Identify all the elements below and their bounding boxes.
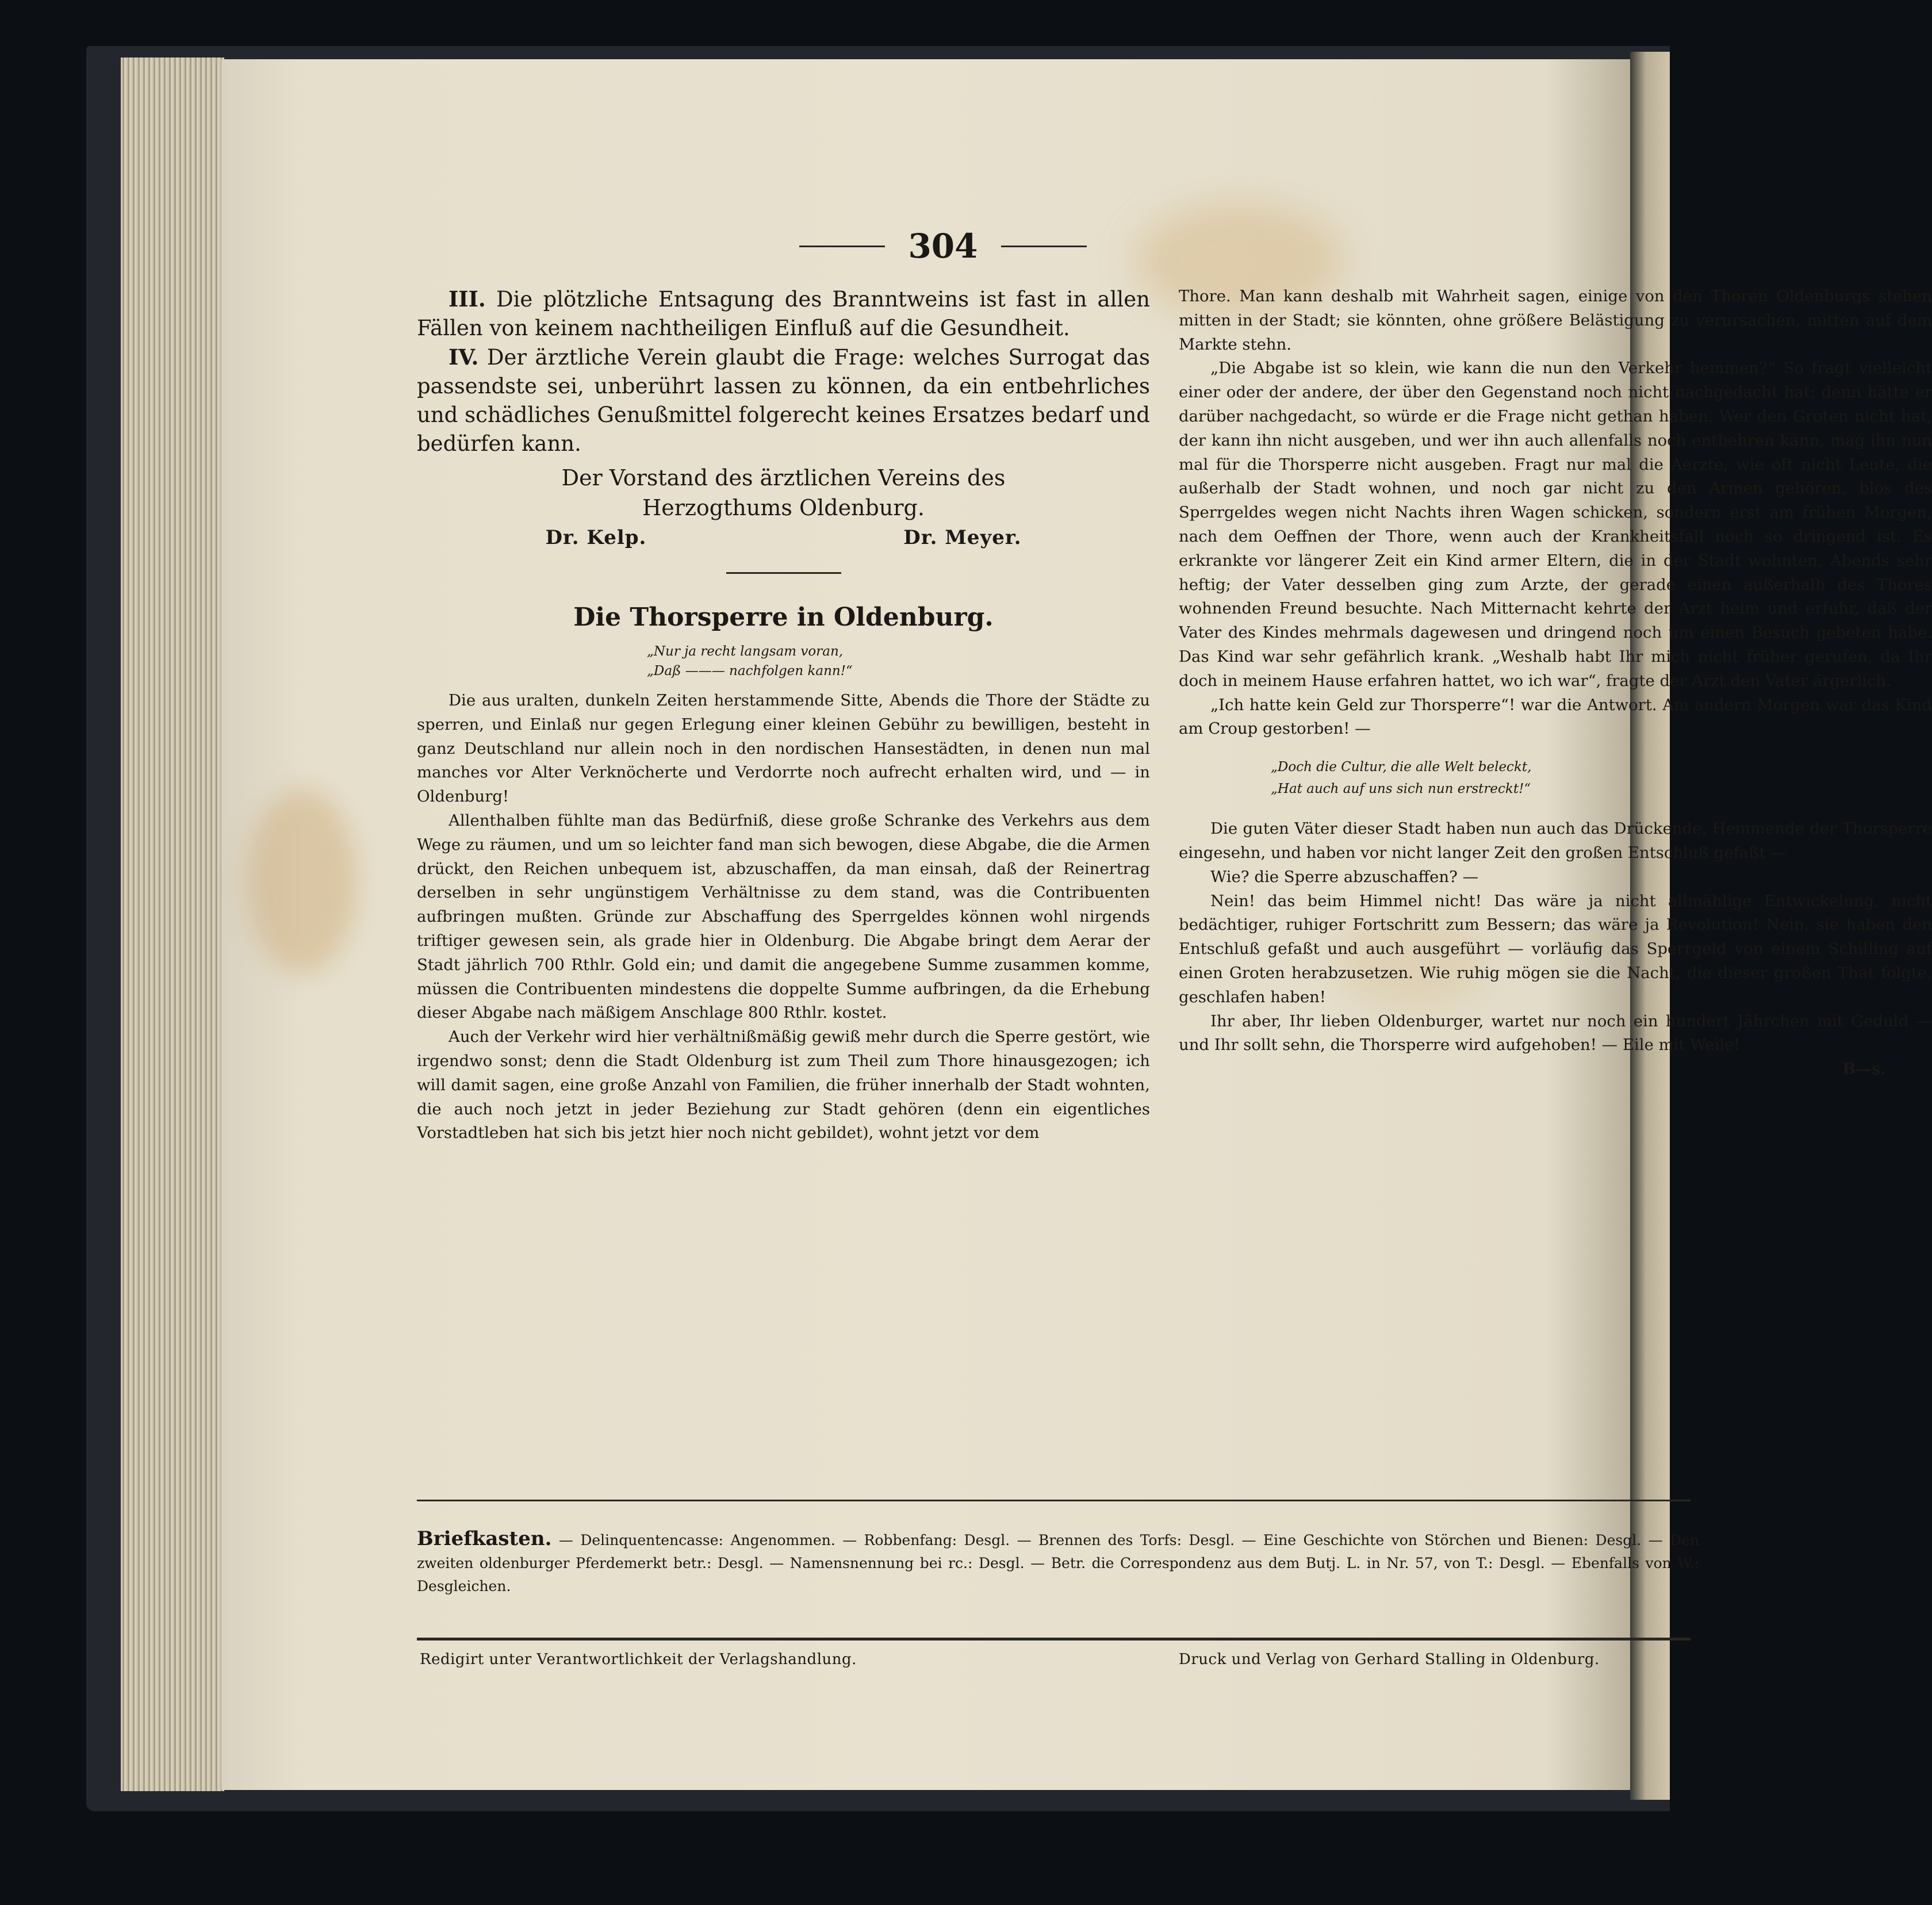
verse-line-1: „Doch die Cultur, die alle Welt beleckt, bbox=[1271, 760, 1532, 775]
author-signature: B—s. bbox=[1842, 1060, 1886, 1079]
left-column bbox=[417, 285, 1150, 1145]
imprint-publisher: Druck und Verlag von Gerhard Stalling in Oldenburg. bbox=[1179, 1651, 1600, 1668]
verse-line-2: „Hat auch auf uns sich nun erstreckt!“ bbox=[1271, 781, 1531, 797]
motto-line-1: „Nur ja recht langsam voran, bbox=[647, 644, 844, 659]
resolution-text: Die plötzliche Entsagung des Branntweins ist fast in allen Fällen von keinem nachtheiligen Einfluß auf die Gesundheit. bbox=[417, 287, 1150, 340]
article-paragraph-9: Nein! das beim Himmel nicht! Das wäre ja nicht allmählige Entwickelung, nicht bedächtiger, ruhiger Fortschritt zum Bessern; das wäre ja Revolution! Nein, sie haben den Entschluß gefaßt und auch ausgeführt — vorläufig das Sperrgeld von einem Schilling auf einen Groten herabzusetzen. Wie ruhig mögen sie die Nacht, die dieser großen That folgte, geschlafen haben! bbox=[1179, 891, 1932, 1006]
signature-kelp: Dr. Kelp. bbox=[545, 526, 647, 549]
motto-line-2: „Daß ——— nachfolgen kann!“ bbox=[647, 664, 853, 679]
paper-stain bbox=[247, 789, 356, 973]
article-paragraph-3: Auch der Verkehr wird hier verhältnißmäßig gewiß mehr durch die Sperre gestört, wie irgendwo sonst; denn die Stadt Oldenburg ist zum Theil zum Thore hinausgezogen; ich will damit sagen, eine große Anzahl von Familien, die früher innerhalb der Stadt wohnten, die auch noch jetzt in jeder Beziehung zur Stadt gehören (denn ein eigentliches Vorstadtleben hat sich bis jetzt hier noch nicht gebildet), wohnt jetzt vor dem bbox=[417, 1028, 1150, 1143]
page-header bbox=[799, 223, 1087, 269]
page-number: 304 bbox=[908, 227, 978, 266]
resolution-number: IV. bbox=[448, 344, 479, 370]
board-line-1: Der Vorstand des ärztlichen Vereins des bbox=[561, 465, 1006, 490]
right-column bbox=[1179, 285, 1932, 1082]
article-paragraph-5: „Die Abgabe ist so klein, wie kann die nun den Verkehr hemmen?“ So fragt vielleicht einer oder der andere, der über den Gegenstand noch nicht nachgedacht hat; denn hätte er darüber nachgedacht, so würde er die Frage nicht gethan haben. Wer den Groten nicht hat, der kann ihn nicht ausgeben, und wer ihn auch allenfalls noch entbehren kann, mag ihn nun mal für die Thorsperre nicht ausgeben. Fragt nur mal die Aerzte, wie oft nicht Leute, die außerhalb der Stadt wohnen, und noch gar nicht zu den Armen gehören, blos des Sperrgeldes wegen nicht Nachts ihren Wagen schicken, sondern erst am frühen Morgen, nach dem Oeffnen der Thore, wenn auch der Krankheitsfall noch so dringend ist. Es erkrankte vor längerer Zeit ein Kind armer Eltern, die in der Stadt wohnten, Abends sehr heftig; der Vater desselben ging zum Arzte, der gerade einen außerhalb des Thores wohnenden Freund besuchte. Nach Mitternacht kehrte der Arzt heim und erfuhr, daß der Vater des Kindes mehrmals dagewesen und dringend noch um einen Besuch gebeten habe. Das Kind war sehr gefährlich krank. „Weshalb habt Ihr mich nicht früher gerufen, da Ihr doch in meinem Hause erfahren hattet, wo ich war“, fragte der Arzt den Vater ärgerlich. bbox=[1179, 359, 1932, 690]
section-divider bbox=[726, 572, 841, 574]
article-paragraph-1: Die aus uralten, dunkeln Zeiten herstammende Sitte, Abends die Thore der Städte zu sperren, und Einlaß nur gegen Erlegung einer kleinen Gebühr zu bewilligen, besteht in ganz Deutschland nur allein noch in den nordischen Hansestädten, in denen nun mal manches vor Alter Verknöcherte und Verdorrte noch aufrecht erhalten wird, und — in Oldenburg! bbox=[417, 691, 1150, 806]
letterbox-label: Briefkasten. bbox=[417, 1527, 552, 1550]
signature-meyer: Dr. Meyer. bbox=[903, 526, 1022, 549]
rule-upper bbox=[417, 1500, 1690, 1501]
article-paragraph-10: Ihr aber, Ihr lieben Oldenburger, wartet nur noch ein hundert Jährchen mit Geduld — und Ihr sollt sehn, die Thorsperre wird aufgehoben! — Eile mit Weile! bbox=[1179, 1011, 1932, 1055]
resolution-number: III. bbox=[448, 286, 486, 312]
imprint-editorial: Redigirt unter Verantwortlichkeit der Verlagshandlung. bbox=[420, 1651, 857, 1668]
header-dash bbox=[1001, 246, 1087, 247]
article-paragraph-7: Die guten Väter dieser Stadt haben nun auch das Drückende, Hemmende der Thorsperre eingesehn, und haben vor nicht langer Zeit den großen Entschluß gefaßt — bbox=[1179, 819, 1932, 862]
verse bbox=[1179, 756, 1932, 800]
article-paragraph-6: „Ich hatte kein Geld zur Thorsperre“! war die Antwort. Am andern Morgen war das Kind am Croup gestorben! — bbox=[1179, 695, 1932, 738]
letterbox-text: — Delinquentencasse: Angenommen. — Robbenfang: Desgl. — Brennen des Torfs: Desgl. — Eine Geschichte von Störchen und Bienen: Desgl. — Den zweiten oldenburger Pferdemerkt betr.: Desgl. — Namensnennung bei rc.: Desgl. — Betr. die Correspondenz aus dem Butj. L. in Nr. 57, von T.: Desgl. — Ebenfalls von W.: Desgleichen. bbox=[417, 1532, 1699, 1594]
article-paragraph-8: Wie? die Sperre abzuschaffen? — bbox=[1210, 867, 1479, 886]
letterbox bbox=[417, 1527, 1699, 1598]
resolution-4 bbox=[417, 343, 1150, 458]
resolution-text: Der ärztliche Verein glaubt die Frage: welches Surrogat das passendste sei, unberührt lassen zu können, da ein entbehrliches und schädliches Genußmittel folgerecht keines Ersatzes bedarf und bedürfen kann. bbox=[417, 345, 1150, 456]
page-stack-edge bbox=[121, 58, 224, 1791]
header-dash bbox=[799, 246, 885, 247]
board-line-2: Herzogthums Oldenburg. bbox=[642, 495, 925, 520]
article-title: Die Thorsperre in Oldenburg. bbox=[573, 603, 994, 632]
signatures bbox=[417, 526, 1150, 549]
resolution-3 bbox=[417, 285, 1150, 343]
article-paragraph-4: Thore. Man kann deshalb mit Wahrheit sagen, einige von den Thoren Oldenburgs stehen mitten in der Stadt; sie könnten, ohne größere Belästigung zu verursachen, mitten auf dem Markte stehn. bbox=[1179, 287, 1932, 354]
newspaper-page bbox=[221, 59, 1932, 1790]
article-paragraph-2: Allenthalben fühlte man das Bedürfniß, diese große Schranke des Verkehrs aus dem Wege zu räumen, und um so leichter fand man sich bewogen, diese Abgabe, die die Armen drückt, den Reichen unbequem ist, abzuschaffen, da man einsah, daß der Reinertrag derselben in sehr ungünstigem Verhältnisse zu dem stand, was die Contribuenten aufbringen mußten. Gründe zur Abschaffung des Sperrgeldes können wohl nirgends triftiger gewesen sein, als grade hier in Oldenburg. Die Abgabe bringt dem Aerar der Stadt jährlich 700 Rthlr. Gold ein; und damit die angegebene Summe zusammen komme, müssen die Contribuenten mindestens die doppelte Summe aufbringen, da die Erhebung dieser Abgabe nach mäßigem Anschlage 800 Rthlr. kostet. bbox=[417, 811, 1150, 1022]
rule-lower bbox=[417, 1638, 1690, 1640]
